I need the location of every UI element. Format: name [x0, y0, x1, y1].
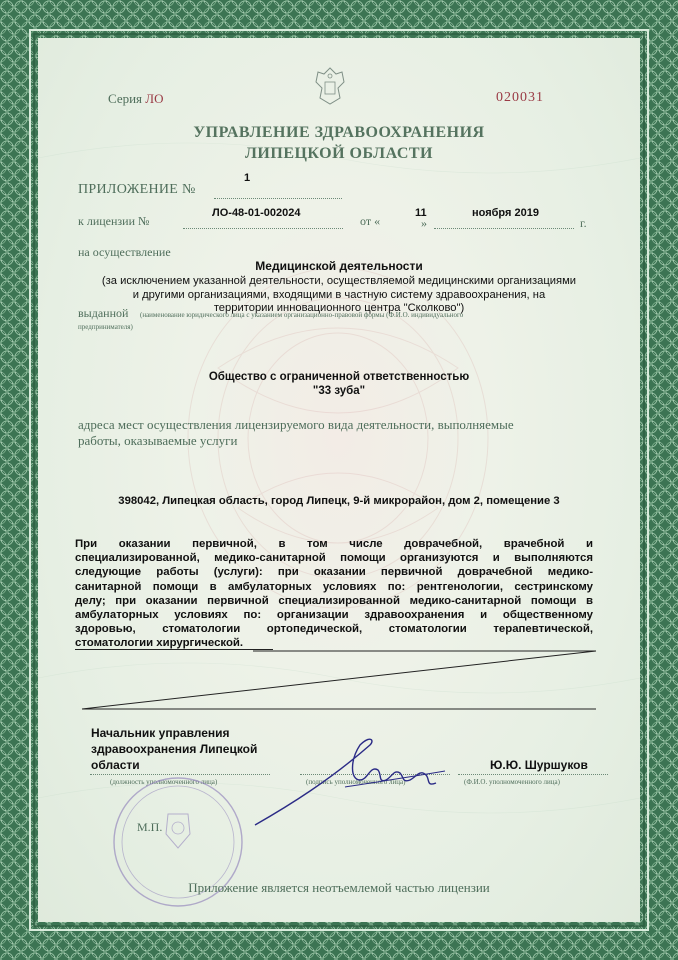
series-value: ЛО [145, 91, 164, 106]
appendix-label: ПРИЛОЖЕНИЕ № [78, 182, 196, 197]
caption-signature: (подпись уполномоченного лица) [306, 778, 406, 786]
signatory-position-line1: Начальник управления [91, 726, 230, 740]
services-line: следующие работы (услуги): при оказании первичной доврачебной медико- [75, 566, 593, 579]
appendix-number: 1 [244, 172, 251, 184]
activity-note-line3: территории инновационного центра "Сколково") [213, 302, 465, 314]
license-month-year: ноября 2019 [472, 207, 539, 219]
activity-note-line1: (за исключением указанной деятельности, осуществляемой медицинскими организациями [101, 275, 577, 287]
services-line: санитарной помощи в амбулаторных условиях по: рентгенологии, сестринскому [75, 580, 593, 593]
handwritten-signature [250, 725, 450, 835]
caption-name: (Ф.И.О. уполномоченного лица) [464, 778, 560, 786]
activity-label: на осуществление [78, 245, 171, 259]
license-day: 11 [415, 207, 427, 219]
license-from: от « [360, 214, 381, 228]
organization-line1: Общество с ограниченной ответственностью [208, 371, 470, 383]
signatory-position-line2: здравоохранения Липецкой [91, 742, 258, 756]
addresses-label-line2: работы, оказываемые услуги [78, 433, 238, 448]
services-line: стоматологии хирургической. [75, 637, 244, 650]
signatory-position-line3: области [91, 758, 140, 772]
services-line: специализированной, медико-санитарной помощи организуются и выполняются [75, 552, 593, 565]
services-line: делу; при оказании первичной специализированной медико-санитарной помощи в [75, 594, 593, 607]
form-number: 020031 [496, 90, 544, 105]
authority-title-line2: ЛИПЕЦКОЙ ОБЛАСТИ [245, 145, 433, 162]
addresses-label-line1: адреса мест осуществления лицензируемого вида деятельности, выполняемые [78, 417, 514, 432]
activity-note-line2: и другими организациями, входящими в частную систему здравоохранения, на [132, 289, 546, 301]
issued-caption: (наименование юридического лица с указанием организационно-правовой формы (Ф.И.О. индивидуального [140, 311, 464, 319]
license-prefix: к лицензии № [78, 214, 150, 228]
services-line: амбулаторных условиях по: организации здравоохранения и общественному [75, 609, 593, 622]
footer-note: Приложение является неотъемлемой частью лицензии [188, 880, 490, 895]
issued-label: выданной [78, 306, 129, 320]
license-year-suffix: г. [580, 216, 587, 230]
license-quote-close: » [421, 216, 427, 230]
license-number: ЛО-48-01-002024 [212, 207, 301, 219]
organization-line2: "33 зуба" [312, 385, 366, 397]
authority-title-line1: УПРАВЛЕНИЕ ЗДРАВООХРАНЕНИЯ [193, 124, 485, 141]
issued-caption-2: предпринимателя) [78, 323, 133, 331]
activity-name: Медицинской деятельности [255, 259, 423, 273]
services-line: здоровью, стоматологии ортопедической, стоматологии терапевтической, [75, 623, 593, 636]
address-text: 398042, Липецкая область, город Липецк, 9-й микрорайон, дом 2, помещение 3 [118, 495, 560, 507]
stamp-label: М.П. [137, 820, 163, 834]
series-label: Серия ЛО [108, 91, 164, 106]
caption-position: (должность уполномоченного лица) [110, 778, 218, 786]
signatory-name: Ю.Ю. Шуршуков [490, 758, 588, 772]
services-line: При оказании первичной, в том числе доврачебной, врачебной и [75, 538, 593, 550]
